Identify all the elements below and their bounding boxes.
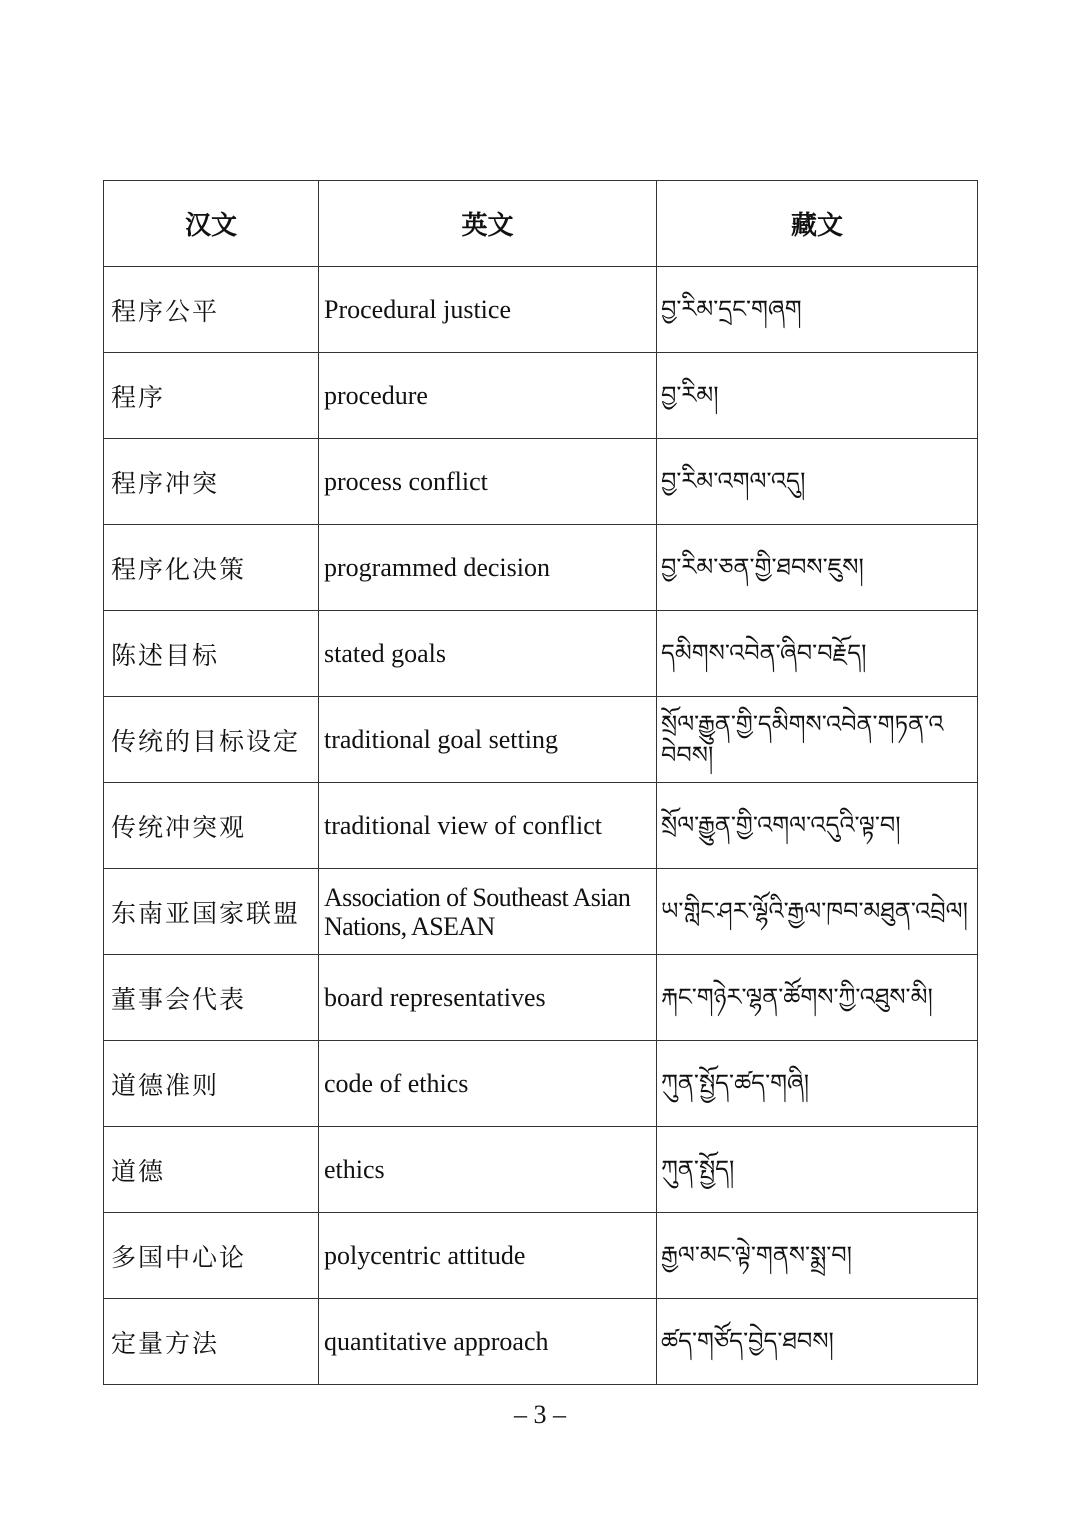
chinese-term: 东南亚国家联盟 (104, 869, 319, 955)
chinese-term: 程序化决策 (104, 525, 319, 611)
english-term: quantitative approach (319, 1299, 657, 1385)
page-number: – 3 – (514, 1400, 566, 1429)
header-chinese: 汉文 (104, 181, 319, 267)
english-term: code of ethics (319, 1041, 657, 1127)
table-row (104, 1041, 978, 1127)
english-term: traditional view of conflict (319, 783, 657, 869)
table-row (104, 439, 978, 525)
header-row (104, 181, 978, 267)
tibetan-term: བྱ་རིམ་ཅན་གྱི་ཐབས་ཇུས། (657, 525, 978, 611)
english-term: stated goals (319, 611, 657, 697)
chinese-term: 道德准则 (104, 1041, 319, 1127)
table-row (104, 1127, 978, 1213)
table-row (104, 955, 978, 1041)
english-term: polycentric attitude (319, 1213, 657, 1299)
chinese-term: 程序 (104, 353, 319, 439)
glossary-table (103, 180, 978, 1385)
english-term: traditional goal setting (319, 697, 657, 783)
table-row (104, 267, 978, 353)
tibetan-term: དམིགས་འབེན་ཞིབ་བརྗོད། (657, 611, 978, 697)
chinese-term: 定量方法 (104, 1299, 319, 1385)
tibetan-term: ཚད་གཙོད་བྱེད་ཐབས། (657, 1299, 978, 1385)
table-row (104, 697, 978, 783)
english-term: procedure (319, 353, 657, 439)
tibetan-term: སྲོལ་རྒྱུན་གྱི་འགལ་འདུའི་ལྟ་བ། (657, 783, 978, 869)
chinese-term: 多国中心论 (104, 1213, 319, 1299)
tibetan-term: བྱ་རིམ་དྲང་གཞག (657, 267, 978, 353)
chinese-term: 程序公平 (104, 267, 319, 353)
english-term: process conflict (319, 439, 657, 525)
table-row (104, 869, 978, 955)
table-row (104, 353, 978, 439)
chinese-term: 程序冲突 (104, 439, 319, 525)
tibetan-term: ཀུན་སྤྱོད། (657, 1127, 978, 1213)
header-tibetan: 藏文 (657, 181, 978, 267)
tibetan-term: ཀུན་སྤྱོད་ཚད་གཞི། (657, 1041, 978, 1127)
chinese-term: 传统的目标设定 (104, 697, 319, 783)
english-term: Association of Southeast Asian Nations, ASEAN (319, 869, 657, 955)
table-row (104, 1299, 978, 1385)
table-row (104, 1213, 978, 1299)
tibetan-term: བྱ་རིམ་འགལ་འདུ། (657, 439, 978, 525)
tibetan-term: རྒྱལ་མང་ལྟེ་གནས་སྨྲ་བ། (657, 1213, 978, 1299)
english-term: ethics (319, 1127, 657, 1213)
english-term: Procedural justice (319, 267, 657, 353)
table-row (104, 525, 978, 611)
table-row (104, 783, 978, 869)
chinese-term: 传统冲突观 (104, 783, 319, 869)
tibetan-term: བྱ་རིམ། (657, 353, 978, 439)
english-term: board representatives (319, 955, 657, 1041)
english-term: programmed decision (319, 525, 657, 611)
tibetan-term: སྲོལ་རྒྱུན་གྱི་དམིགས་འབེན་གཏན་འབེབས། (657, 697, 978, 783)
chinese-term: 道德 (104, 1127, 319, 1213)
chinese-term: 董事会代表 (104, 955, 319, 1041)
chinese-term: 陈述目标 (104, 611, 319, 697)
header-english: 英文 (319, 181, 657, 267)
tibetan-term: ཡ་གླིང་ཤར་ལྷོའི་རྒྱལ་ཁབ་མཐུན་འབྲེལ། (657, 869, 978, 955)
tibetan-term: རྐང་གཉེར་ལྷན་ཚོགས་ཀྱི་འཐུས་མི། (657, 955, 978, 1041)
table-row (104, 611, 978, 697)
